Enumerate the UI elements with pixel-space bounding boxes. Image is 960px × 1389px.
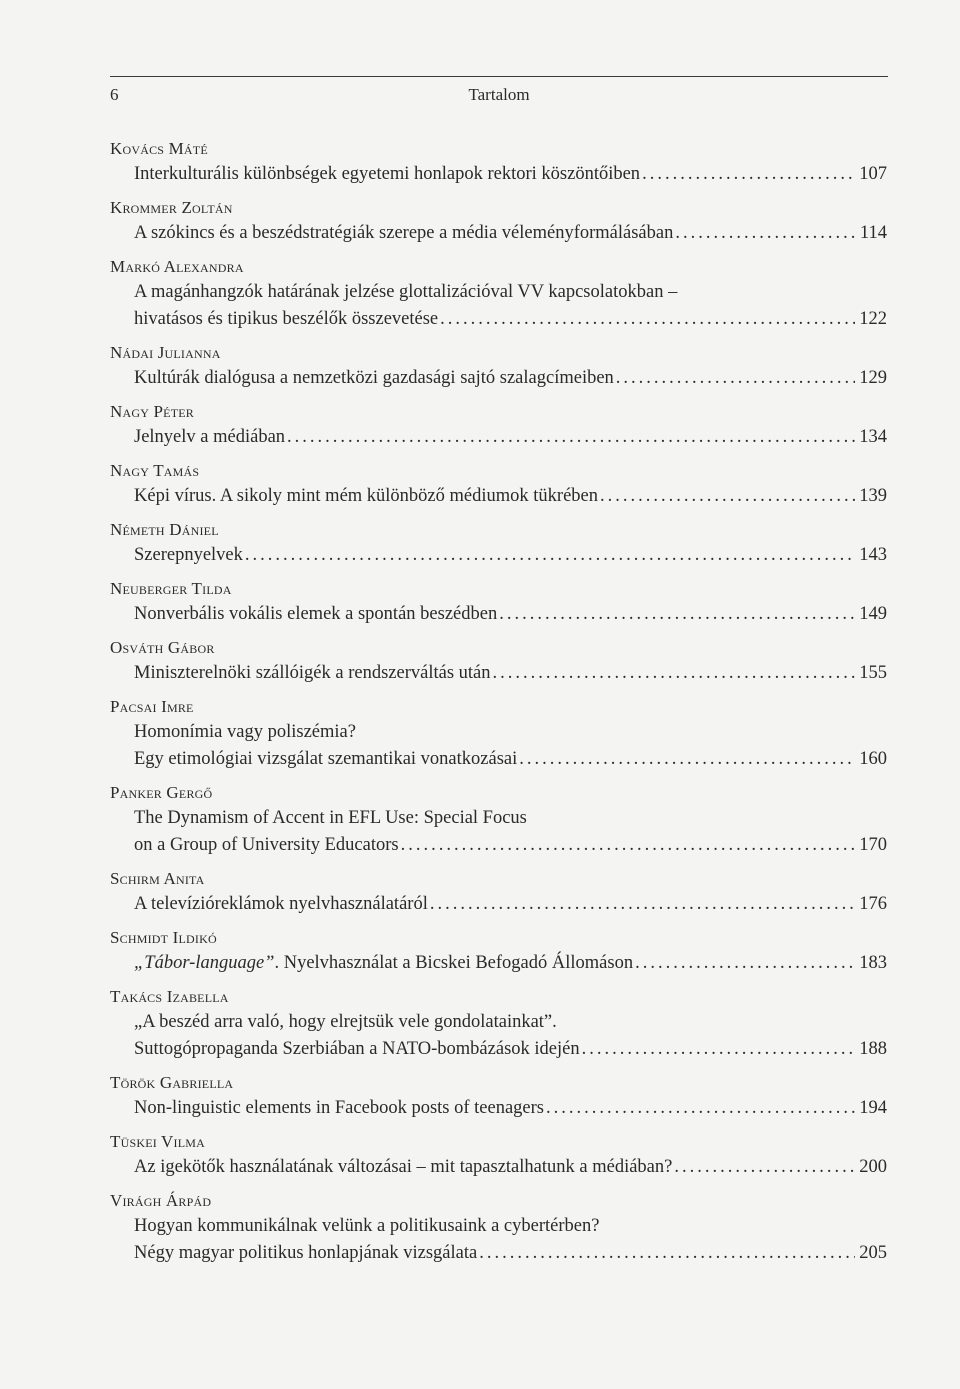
entry-title: A magánhangzók határának jelzése glottalizációval VV kapcsolatokban –	[134, 282, 678, 302]
entry-author: Török Gabriella	[110, 1073, 234, 1092]
entry-page-number: 129	[859, 368, 887, 388]
entry-title-line	[110, 365, 887, 392]
entry-title-line	[110, 279, 887, 306]
dot-leader	[287, 424, 855, 451]
entry-title-line	[110, 1095, 887, 1122]
entry-title: Négy magyar politikus honlapjának vizsgálata	[134, 1243, 478, 1263]
entry-title: Suttogópropaganda Szerbiában a NATO-bombázások idején	[134, 1039, 580, 1059]
entry-title-line	[110, 424, 887, 451]
toc-entry	[110, 1071, 887, 1122]
dot-leader	[616, 365, 855, 392]
entry-title-line	[110, 483, 887, 510]
dot-leader	[546, 1095, 855, 1122]
entry-author: Pacsai Imre	[110, 697, 194, 716]
entry-author: Nagy Tamás	[110, 461, 200, 480]
dot-leader	[600, 483, 855, 510]
entry-author: Nagy Péter	[110, 402, 194, 421]
toc-entry	[110, 636, 887, 687]
entry-page-number: 139	[859, 486, 887, 506]
entry-author: Kovács Máté	[110, 139, 208, 158]
entry-author: Krommer Zoltán	[110, 198, 233, 217]
dot-leader	[519, 746, 855, 773]
entry-author: Németh Dániel	[110, 520, 219, 539]
entry-page-number: 188	[859, 1039, 887, 1059]
entry-title-line	[110, 220, 887, 247]
entry-title: Az igekötők használatának változásai – mit tapasztalhatunk a médiában?	[134, 1157, 673, 1177]
entry-title: Hogyan kommunikálnak velünk a politikusaink a cybertérben?	[134, 1216, 600, 1236]
toc-entry	[110, 695, 887, 773]
dot-leader	[440, 306, 855, 333]
entry-page-number: 149	[859, 604, 887, 624]
entry-author: Schirm Anita	[110, 869, 205, 888]
dot-leader	[499, 601, 855, 628]
entry-title	[134, 950, 633, 977]
entry-title: Nonverbális vokális elemek a spontán beszédben	[134, 604, 498, 624]
entry-title-line	[110, 1240, 887, 1267]
dot-leader	[245, 542, 855, 569]
toc-entry	[110, 867, 887, 918]
entry-title: The Dynamism of Accent in EFL Use: Special Focus	[134, 808, 527, 828]
toc-entry	[110, 577, 887, 628]
entry-title: on a Group of University Educators	[134, 835, 399, 855]
entry-title-line	[110, 746, 887, 773]
entry-author: Neuberger Tilda	[110, 579, 232, 598]
entry-author: Schmidt Ildikó	[110, 928, 217, 947]
entry-page-number: 122	[859, 309, 887, 329]
entry-author: Tüskei Vilma	[110, 1132, 205, 1151]
entry-title: Jelnyelv a médiában	[134, 427, 286, 447]
entry-title-line	[110, 306, 887, 333]
entry-page-number: 170	[859, 835, 887, 855]
toc-entry	[110, 926, 887, 977]
entry-title-line	[110, 161, 887, 188]
entry-title-rest: . Nyelvhasználat a Bicskei Befogadó Állomáson	[274, 953, 634, 973]
entry-title-line	[110, 1036, 887, 1063]
toc-entry	[110, 781, 887, 859]
dot-leader	[401, 832, 856, 859]
entry-title-line	[110, 660, 887, 687]
entry-page-number: 176	[859, 894, 887, 914]
entry-page-number: 205	[859, 1243, 887, 1263]
toc-entry	[110, 400, 887, 451]
entry-author: Panker Gergő	[110, 783, 213, 802]
entry-author: Nádai Julianna	[110, 343, 221, 362]
entry-title: Homonímia vagy poliszémia?	[134, 722, 356, 742]
entry-author: Osváth Gábor	[110, 638, 215, 657]
entry-title-line	[110, 542, 887, 569]
entry-page-number: 200	[859, 1157, 887, 1177]
toc-entry	[110, 1130, 887, 1181]
entry-title-line	[110, 601, 887, 628]
entry-page-number: 160	[859, 749, 887, 769]
entry-author: Virágh Árpád	[110, 1191, 212, 1210]
toc-entry	[110, 341, 887, 392]
page-number: 6	[110, 85, 119, 104]
dot-leader	[674, 1154, 855, 1181]
entry-page-number: 114	[859, 223, 887, 243]
entry-title-line	[110, 832, 887, 859]
table-of-contents	[110, 137, 887, 1275]
toc-entry	[110, 1189, 887, 1267]
entry-title: Szerepnyelvek	[134, 545, 243, 565]
toc-entry	[110, 985, 887, 1063]
entry-title: A szókincs és a beszédstratégiák szerepe a média véleményformálásában	[134, 223, 674, 243]
entry-title: „A beszéd arra való, hogy elrejtsük vele gondolatainkat”.	[134, 1012, 557, 1032]
dot-leader	[642, 161, 855, 188]
entry-page-number: 134	[859, 427, 887, 447]
toc-entry	[110, 137, 887, 188]
entry-title: Egy etimológiai vizsgálat szemantikai vonatkozásai	[134, 749, 518, 769]
dot-leader	[493, 660, 856, 687]
entry-title: Képi vírus. A sikoly mint mém különböző médiumok tükrében	[134, 486, 598, 506]
toc-entry	[110, 459, 887, 510]
toc-entry	[110, 255, 887, 333]
running-title: Tartalom	[468, 85, 530, 104]
entry-title-line	[110, 719, 887, 746]
entry-title-line	[110, 1009, 887, 1036]
dot-leader	[479, 1240, 855, 1267]
dot-leader	[582, 1036, 856, 1063]
entry-title-line	[110, 805, 887, 832]
entry-title-italic: „Tábor-language”	[134, 953, 275, 973]
entry-page-number: 143	[859, 545, 887, 565]
entry-title: Interkulturális különbségek egyetemi honlapok rektori köszöntőiben	[134, 164, 641, 184]
entry-title-line	[110, 891, 887, 918]
entry-title: Kultúrák dialógusa a nemzetközi gazdasági sajtó szalagcímeiben	[134, 368, 614, 388]
dot-leader	[430, 891, 855, 918]
toc-entry	[110, 196, 887, 247]
entry-author: Takács Izabella	[110, 987, 229, 1006]
entry-title-line	[110, 950, 887, 977]
entry-title: Miniszterelnöki szállóigék a rendszerváltás után	[134, 663, 491, 683]
entry-page-number: 107	[859, 164, 887, 184]
entry-title: A televízióreklámok nyelvhasználatáról	[134, 894, 428, 914]
entry-title: hivatásos és tipikus beszélők összevetése	[134, 309, 439, 329]
toc-entry	[110, 518, 887, 569]
entry-title-line	[110, 1154, 887, 1181]
entry-page-number: 183	[859, 953, 887, 973]
entry-author: Markó Alexandra	[110, 257, 244, 276]
page-header	[110, 76, 888, 104]
entry-title-line	[110, 1213, 887, 1240]
dot-leader	[635, 950, 855, 977]
entry-title: Non-linguistic elements in Facebook posts of teenagers	[134, 1098, 544, 1118]
dot-leader	[675, 220, 856, 247]
entry-page-number: 155	[859, 663, 887, 683]
entry-page-number: 194	[859, 1098, 887, 1118]
